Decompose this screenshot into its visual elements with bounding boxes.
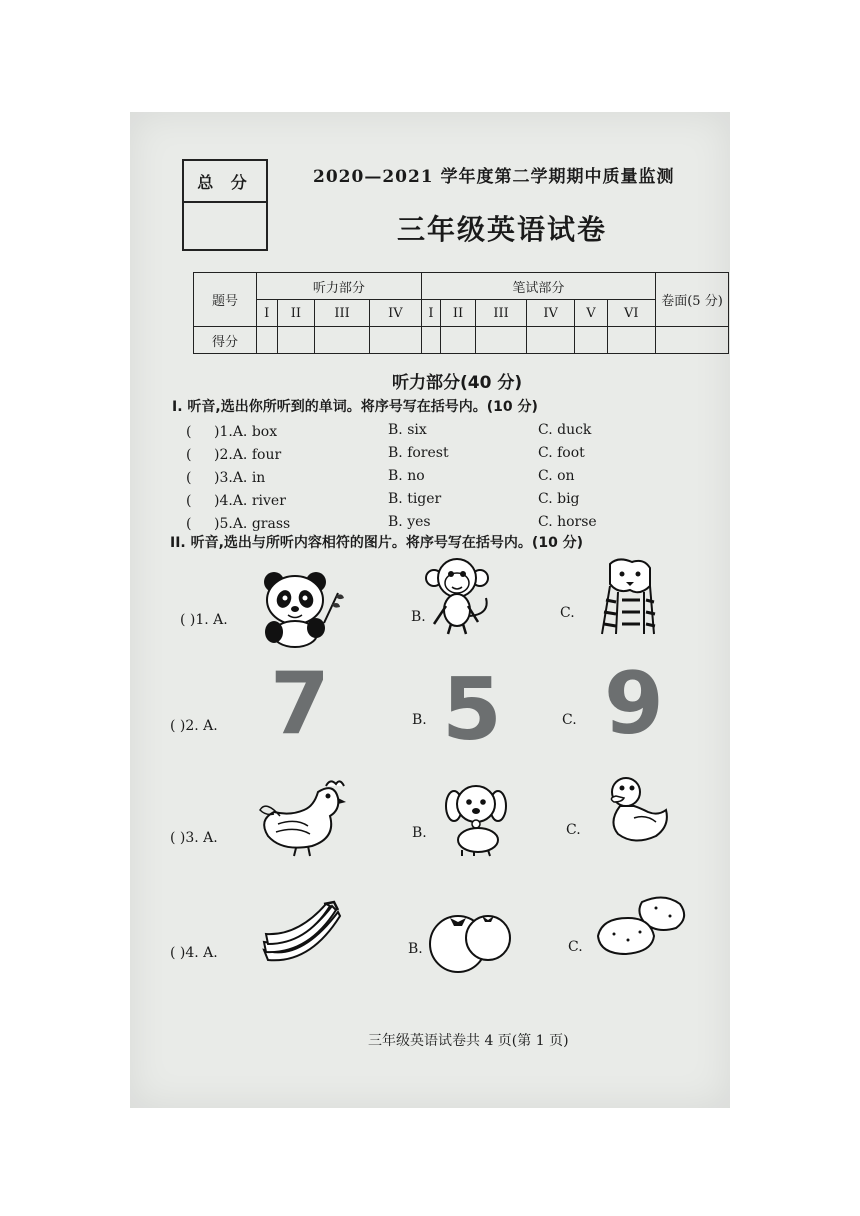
option-b: B. tiger xyxy=(388,491,442,507)
written-col: IV xyxy=(527,300,575,327)
q4-option-c: C. xyxy=(568,939,583,955)
neatness-label: 卷面(5 分) xyxy=(656,273,729,327)
q1-option-b: B. xyxy=(411,609,426,625)
written-col: II xyxy=(440,300,475,327)
q3-label: ( )3. A. xyxy=(170,830,218,846)
total-score-label: 总 分 xyxy=(184,161,266,203)
bananas-icon[interactable] xyxy=(260,902,342,970)
exam-subtitle: 2020—2021 学年度第二学期期中质量监测 xyxy=(313,167,675,187)
q1-label: ( )1. A. xyxy=(180,612,228,628)
option-c: C. big xyxy=(538,491,580,507)
monkey-icon[interactable] xyxy=(424,558,494,636)
q3-option-b: B. xyxy=(412,825,427,841)
written-col: VI xyxy=(607,300,655,327)
option-a: )3.A. in xyxy=(214,470,266,486)
score-cell[interactable] xyxy=(527,327,575,354)
tomatoes-icon[interactable] xyxy=(428,902,516,976)
potatoes-icon[interactable] xyxy=(594,892,690,958)
written-col: III xyxy=(476,300,527,327)
number-five[interactable]: 5 xyxy=(442,660,502,760)
answer-paren[interactable]: ( xyxy=(186,470,192,486)
option-c: C. foot xyxy=(538,445,585,461)
written-col: I xyxy=(421,300,440,327)
score-cell[interactable] xyxy=(257,327,278,354)
q2-option-c: C. xyxy=(562,712,577,728)
exam-paper xyxy=(130,112,730,1108)
duck-icon[interactable] xyxy=(600,772,672,846)
score-cell[interactable] xyxy=(421,327,440,354)
listening-col: III xyxy=(315,300,370,327)
tiger-icon[interactable] xyxy=(592,556,672,636)
written-part-label: 笔试部分 xyxy=(421,273,655,300)
answer-paren[interactable]: ( xyxy=(186,424,192,440)
option-c: C. duck xyxy=(538,422,592,438)
score-table xyxy=(193,272,729,354)
score-row-label: 得分 xyxy=(194,327,257,354)
listening-section-title: 听力部分(40 分) xyxy=(392,373,523,393)
part2-instruction: II. 听音,选出与所听内容相符的图片。将序号写在括号内。(10 分) xyxy=(170,535,584,551)
puppy-icon[interactable] xyxy=(444,784,510,856)
option-c: C. on xyxy=(538,468,575,484)
question-number-label: 题号 xyxy=(194,273,257,327)
option-b: B. no xyxy=(388,468,425,484)
q4-option-b: B. xyxy=(408,941,423,957)
score-cell[interactable] xyxy=(440,327,475,354)
score-cell[interactable] xyxy=(575,327,607,354)
listening-col: IV xyxy=(369,300,421,327)
q3-option-c: C. xyxy=(566,822,581,838)
option-c: C. horse xyxy=(538,514,597,530)
option-b: B. forest xyxy=(388,445,449,461)
option-b: B. six xyxy=(388,422,427,438)
score-cell[interactable] xyxy=(476,327,527,354)
option-a: )5.A. grass xyxy=(214,516,291,532)
number-nine[interactable]: 9 xyxy=(604,654,664,754)
q1-option-c: C. xyxy=(560,605,575,621)
total-score-box xyxy=(182,159,268,251)
exam-title: 三年级英语试卷 xyxy=(397,213,608,246)
panda-icon[interactable] xyxy=(258,568,348,648)
option-a: )2.A. four xyxy=(214,447,282,463)
option-a: )4.A. river xyxy=(214,493,286,509)
score-cell[interactable] xyxy=(369,327,421,354)
option-a: )1.A. box xyxy=(214,424,278,440)
score-cell[interactable] xyxy=(656,327,729,354)
listening-col: II xyxy=(277,300,315,327)
number-seven[interactable]: 7 xyxy=(270,654,330,754)
hen-icon[interactable] xyxy=(256,776,348,858)
score-cell[interactable] xyxy=(607,327,655,354)
answer-paren[interactable]: ( xyxy=(186,516,192,532)
q2-label: ( )2. A. xyxy=(170,718,218,734)
written-col: V xyxy=(575,300,607,327)
q2-option-b: B. xyxy=(412,712,427,728)
option-b: B. yes xyxy=(388,514,431,530)
answer-paren[interactable]: ( xyxy=(186,447,192,463)
score-cell[interactable] xyxy=(315,327,370,354)
page-footer: 三年级英语试卷共 4 页(第 1 页) xyxy=(368,1033,569,1049)
part1-instruction: I. 听音,选出你所听到的单词。将序号写在括号内。(10 分) xyxy=(172,399,538,415)
listening-part-label: 听力部分 xyxy=(257,273,422,300)
answer-paren[interactable]: ( xyxy=(186,493,192,509)
q4-label: ( )4. A. xyxy=(170,945,218,961)
listening-col: I xyxy=(257,300,278,327)
score-cell[interactable] xyxy=(277,327,315,354)
